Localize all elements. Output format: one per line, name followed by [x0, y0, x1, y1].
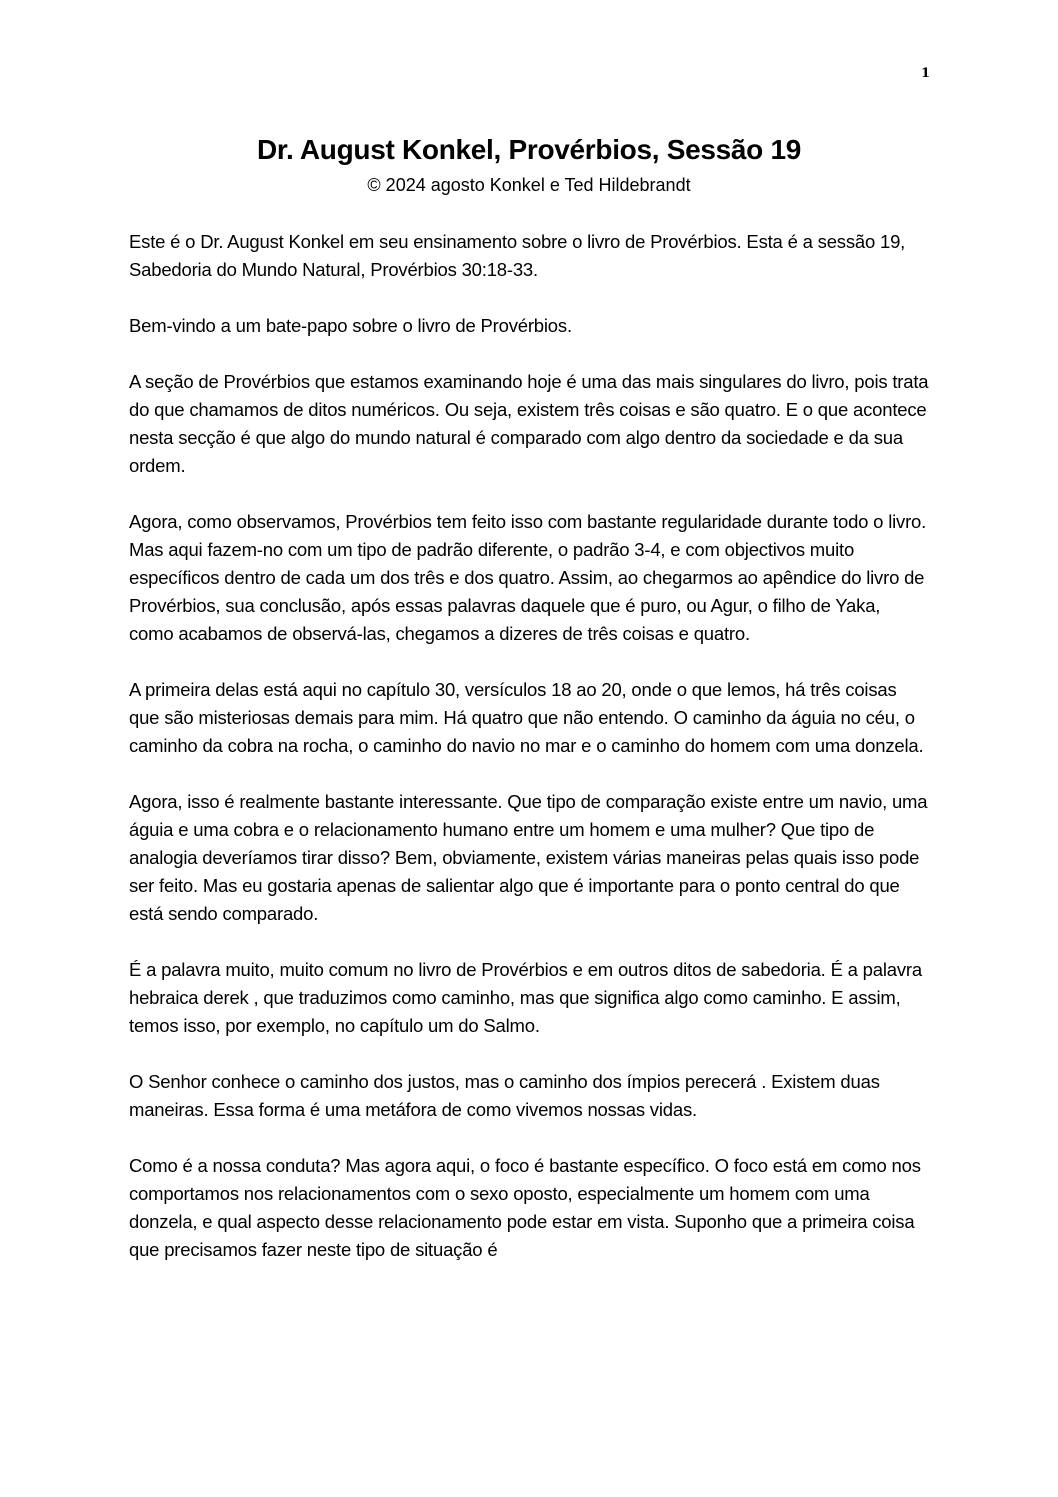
paragraph: Bem-vindo a um bate-papo sobre o livro de Provérbios. — [129, 315, 572, 336]
paragraph: É a palavra muito, muito comum no livro de Provérbios e em outros ditos de sabedoria. É a palavra hebraica derek , que traduzimos como caminho, mas que significa algo como caminho. E assim, temos isso, por exemplo, no capítulo um do Salmo. — [129, 959, 922, 1036]
copyright-line: © 2024 agosto Konkel e Ted Hildebrandt — [367, 175, 691, 195]
paragraph: A primeira delas está aqui no capítulo 30, versículos 18 ao 20, onde o que lemos, há três coisas que são misteriosas demais para mim. Há quatro que não entendo. O caminho da águia no céu, o caminho da cobra na rocha, o caminho do navio no mar e o caminho do homem com uma donzela. — [129, 679, 924, 756]
document-title: Dr. August Konkel, Provérbios, Sessão 19 — [256, 134, 802, 165]
document-body — [129, 228, 929, 1292]
paragraph: Este é o Dr. August Konkel em seu ensinamento sobre o livro de Provérbios. Esta é a sessão 19, Sabedoria do Mundo Natural, Provérbios 30:18-33. — [129, 231, 906, 280]
paragraph: A seção de Provérbios que estamos examinando hoje é uma das mais singulares do livro, pois trata do que chamamos de ditos numéricos. Ou seja, existem três coisas e são quatro. E o que acontece nesta secção é que algo do mundo natural é comparado com algo dentro da sociedade e da sua ordem. — [129, 371, 929, 476]
paragraph: Agora, como observamos, Provérbios tem feito isso com bastante regularidade durante todo o livro. Mas aqui fazem-no com um tipo de padrão diferente, o padrão 3-4, e com objectivos muito específicos dentro de cada um dos três e dos quatro. Assim, ao chegarmos ao apêndice do livro de Provérbios, sua conclusão, após essas palavras daquele que é puro, ou Agur, o filho de Yaka, como acabamos de observá-las, chegamos a dizeres de três coisas e quatro. — [129, 511, 927, 644]
paragraph: Agora, isso é realmente bastante interessante. Que tipo de comparação existe entre um navio, uma águia e uma cobra e o relacionamento humano entre um homem e uma mulher? Que tipo de analogia deveríamos tirar disso? Bem, obviamente, existem várias maneiras pelas quais isso pode ser feito. Mas eu gostaria apenas de salientar algo que é importante para o ponto central do que está sendo comparado. — [129, 791, 928, 924]
page-number: 1 — [921, 66, 931, 81]
paragraph: O Senhor conhece o caminho dos justos, mas o caminho dos ímpios perecerá . Existem duas maneiras. Essa forma é uma metáfora de como vivemos nossas vidas. — [129, 1071, 880, 1120]
paragraph: Como é a nossa conduta? Mas agora aqui, o foco é bastante específico. O foco está em como nos comportamos nos relacionamentos com o sexo oposto, especialmente um homem com uma donzela, e qual aspecto desse relacionamento pode estar em vista. Suponho que a primeira coisa que precisamos fazer neste tipo de situação é — [129, 1155, 921, 1260]
